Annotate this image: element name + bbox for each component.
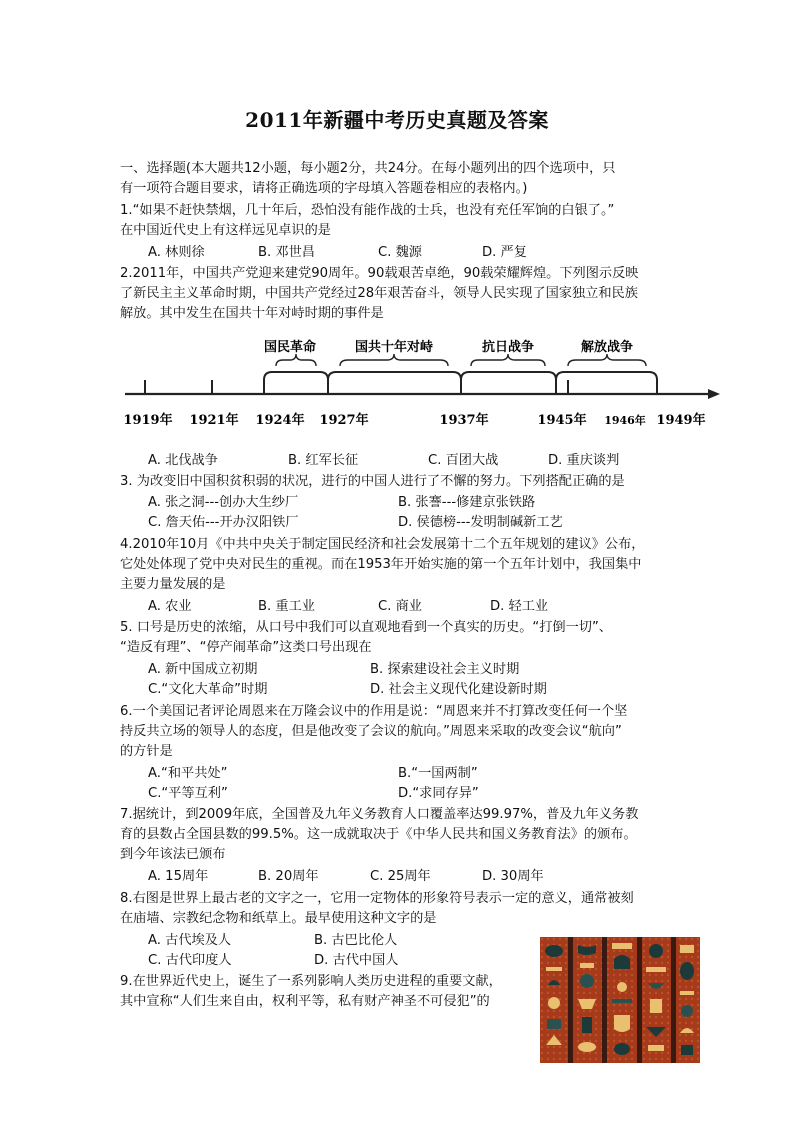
- q8-option-d: D. 古代中国人: [314, 953, 399, 968]
- q6-option-b: B.“一国两制”: [398, 766, 478, 781]
- q6-stem-cont2: 的方针是: [120, 744, 173, 759]
- q2-stem: 2.2011年，中国共产党迎来建党90周年。90载艰苦卓绝，90载荣耀辉煌。下列图示反映: [120, 266, 639, 281]
- q7-stem-cont2: 到今年该法已颁布: [120, 847, 226, 862]
- section-heading-cont: 有一项符合题目要求，请将正确选项的字母填入答题卷相应的表格内。): [120, 181, 528, 196]
- q6-stem: 6.一个美国记者评论周恩来在万隆会议中的作用是说：“周恩来并不打算改变任何一个坚: [120, 704, 628, 719]
- q5-option-c: C.“文化大革命”时期: [148, 682, 268, 697]
- period-label-3: 抗日战争: [481, 340, 535, 355]
- q8-option-a: A. 古代埃及人: [148, 933, 232, 948]
- q5-option-b: B. 探索建设社会主义时期: [370, 662, 520, 677]
- brace-2: [340, 354, 448, 366]
- q4-option-a: A. 农业: [148, 599, 192, 614]
- q5-stem: 5. 口号是历史的浓缩，从口号中我们可以直观地看到一个真实的历史。“打倒一切”、: [120, 620, 612, 635]
- year-label-1949: 1949年: [656, 413, 706, 428]
- q2-stem-cont2: 解放。其中发生在国共十年对峙时期的事件是: [120, 306, 384, 321]
- year-label-1946: 1946年: [604, 414, 646, 427]
- q9-stem: 9.在世界近代史上，诞生了一系列影响人类历史进程的重要文献，: [120, 974, 502, 989]
- q7-stem-cont: 育的县数占全国县数的99.5%。这一成就取决于《中华人民共和国义务教育法》的颁布。: [120, 827, 637, 842]
- q9-stem-cont: 其中宣称“人们生来自由，权利平等，私有财产神圣不可侵犯”的: [120, 994, 490, 1009]
- q4-stem-cont2: 主要力量发展的是: [120, 577, 226, 592]
- period-box-4: [556, 372, 657, 394]
- period-box-2: [328, 372, 461, 394]
- q3-option-b: B. 张謇---修建京张铁路: [398, 495, 536, 510]
- brace-3: [471, 354, 545, 366]
- q1-option-d: D. 严复: [482, 245, 527, 260]
- q4-option-c: C. 商业: [378, 599, 422, 614]
- year-label-1924: 1924年: [255, 413, 305, 428]
- q7-option-b: B. 20周年: [258, 869, 319, 884]
- q1-stem-cont: 在中国近代史上有这样远见卓识的是: [120, 223, 331, 238]
- period-box-3: [461, 372, 556, 394]
- q6-option-c: C.“平等互利”: [148, 786, 228, 801]
- q8-stem: 8.右图是世界上最古老的文字之一，它用一定物体的形象符号表示一定的意义，通常被刻: [120, 891, 634, 906]
- year-label-1945: 1945年: [537, 413, 587, 428]
- period-label-2: 国共十年对峙: [354, 340, 434, 355]
- q2-option-c: C. 百团大战: [428, 453, 499, 468]
- period-label-1: 国民革命: [263, 340, 317, 355]
- year-label-1919: 1919年: [123, 413, 173, 428]
- section-heading: 一、选择题(本大题共12小题，每小题2分，共24分。在每小题列出的四个选项中，只: [120, 161, 616, 176]
- q1-option-c: C. 魏源: [378, 245, 422, 260]
- q3-stem: 3. 为改变旧中国积贫积弱的状况，进行的中国人进行了不懈的努力。下列搭配正确的是: [120, 474, 625, 489]
- q8-stem-cont: 在庙墙、宗教纪念物和纸草上。最早使用这种文字的是: [120, 911, 437, 926]
- brace-1: [276, 354, 316, 366]
- timeline-arrow: [708, 389, 720, 399]
- q7-option-d: D. 30周年: [482, 869, 544, 884]
- q1-option-b: B. 邓世昌: [258, 245, 315, 260]
- q2-stem-cont: 了新民主主义革命时期，中国共产党经过28年艰苦奋斗，领导人民实现了国家独立和民族: [120, 286, 638, 301]
- q1-option-a: A. 林则徐: [148, 245, 205, 260]
- q5-stem-cont: “造反有理”、“停产闹革命”这类口号出现在: [120, 640, 372, 655]
- hieroglyph-picture: [540, 937, 700, 1063]
- q7-option-c: C. 25周年: [370, 869, 431, 884]
- q7-option-a: A. 15周年: [148, 869, 209, 884]
- q7-stem: 7.据统计，到2009年底，全国普及九年义务教育人口覆盖率达99.97%，普及九年义务教: [120, 807, 639, 822]
- q8-option-b: B. 古巴比伦人: [314, 933, 398, 948]
- q4-option-b: B. 重工业: [258, 599, 315, 614]
- q3-option-c: C. 詹天佑---开办汉阳铁厂: [148, 515, 299, 530]
- q2-option-a: A. 北伐战争: [148, 453, 218, 468]
- q3-option-d: D. 侯德榜---发明制碱新工艺: [398, 515, 563, 530]
- period-label-4: 解放战争: [580, 340, 634, 355]
- q6-stem-cont: 持反共立场的领导人的态度，但是他改变了会议的航向。”周恩来采取的改变会议“航向”: [120, 724, 622, 739]
- q6-option-a: A.“和平共处”: [148, 766, 228, 781]
- q3-option-a: A. 张之洞---创办大生纱厂: [148, 495, 299, 510]
- year-label-1927: 1927年: [319, 413, 369, 428]
- timeline-figure: [120, 336, 730, 436]
- q6-option-d: D.“求同存异”: [398, 786, 479, 801]
- q4-option-d: D. 轻工业: [490, 599, 549, 614]
- q4-stem: 4.2010年10月《中共中央关于制定国民经济和社会发展第十二个五年规划的建议》公布，: [120, 537, 645, 552]
- q5-option-d: D. 社会主义现代化建设新时期: [370, 682, 547, 697]
- year-label-1937: 1937年: [439, 413, 489, 428]
- brace-4: [568, 354, 646, 366]
- q1-stem: 1.“如果不赶快禁烟，几十年后，恐怕没有能作战的士兵，也没有充任军饷的白银了。”: [120, 203, 615, 218]
- q2-option-b: B. 红军长征: [288, 453, 359, 468]
- q4-stem-cont: 它处处体现了党中央对民生的重视。而在1953年开始实施的第一个五年计划中，我国集中: [120, 557, 642, 572]
- year-label-1921: 1921年: [189, 413, 239, 428]
- period-box-1: [264, 372, 328, 394]
- q5-option-a: A. 新中国成立初期: [148, 662, 258, 677]
- page-title: 2011年新疆中考历史真题及答案: [245, 108, 549, 132]
- q8-option-c: C. 古代印度人: [148, 953, 232, 968]
- q2-option-d: D. 重庆谈判: [548, 453, 620, 468]
